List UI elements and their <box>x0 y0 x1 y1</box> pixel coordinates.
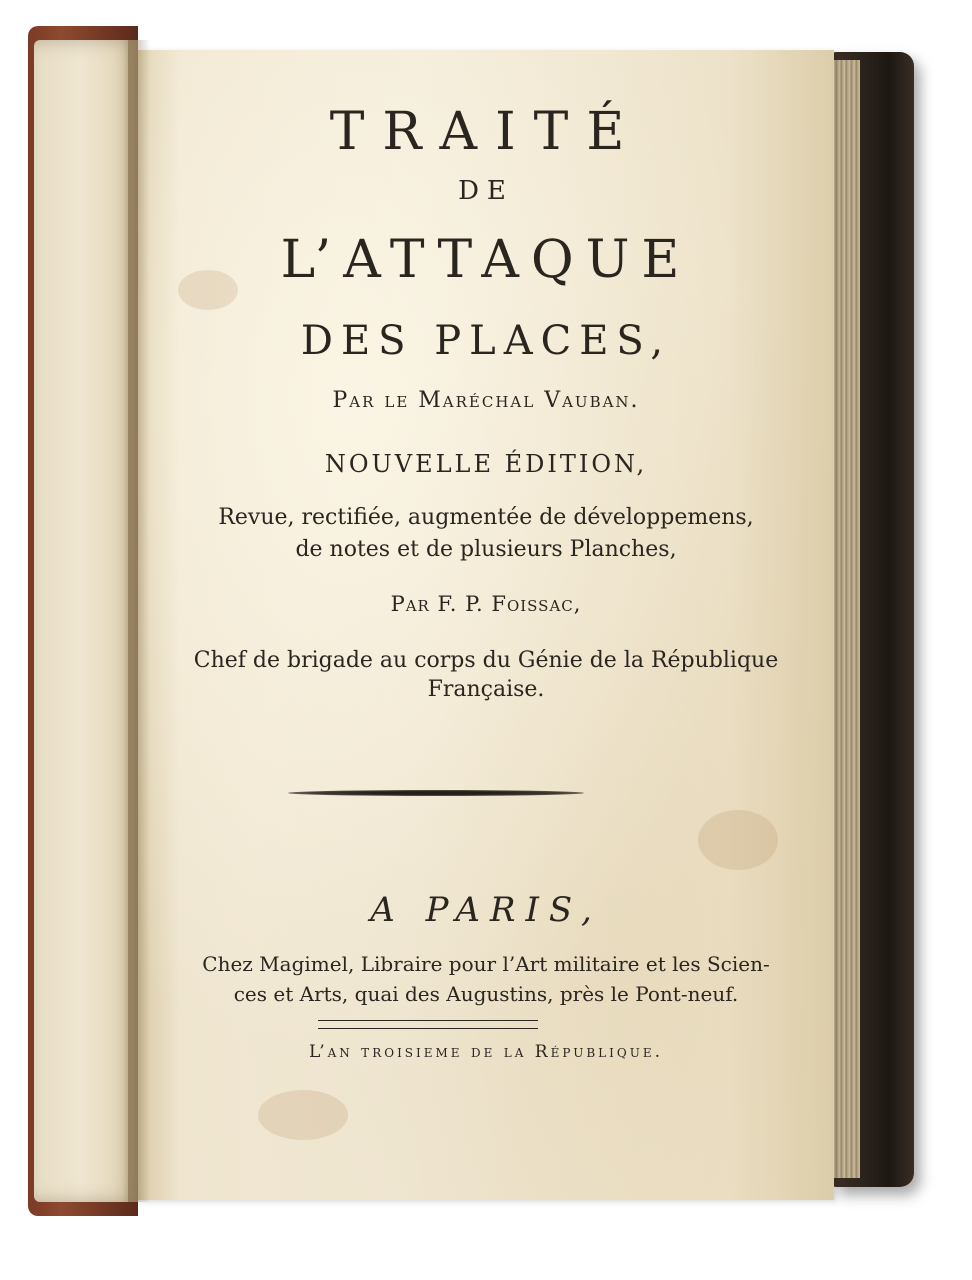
title-line-1: TRAITÉ <box>329 102 643 162</box>
title-line-3: L’ATTAQUE <box>280 230 692 290</box>
foxing-stain <box>258 1090 348 1140</box>
page-gutter <box>128 40 150 1202</box>
title-line-2: DE <box>458 176 514 206</box>
editor-title-line-2: Française. <box>427 677 545 702</box>
publisher-line-1: Chez Magimel, Libraire pour l’Art militaire et les Scien- <box>202 952 770 976</box>
double-rule <box>318 1020 538 1029</box>
ornamental-rule <box>288 790 584 796</box>
left-page <box>34 40 138 1202</box>
foxing-stain <box>698 810 778 870</box>
title-line-4: DES PLACES, <box>300 318 672 364</box>
publisher-line-2: ces et Arts, quai des Augustins, près le Pont-neuf. <box>233 982 739 1006</box>
place-line: A PARIS, <box>370 890 602 930</box>
author-line: Par le Maréchal Vauban. <box>332 388 640 413</box>
editor-line: Par F. P. Foissac, <box>390 592 582 616</box>
editor-title-line-1: Chef de brigade au corps du Génie de la République <box>193 648 779 673</box>
date-line: L’an troisieme de la République. <box>309 1042 663 1062</box>
title-page <box>138 50 834 1200</box>
edition-line: NOUVELLE ÉDITION, <box>324 450 648 478</box>
description-line-1: Revue, rectifiée, augmentée de développemens, <box>218 505 754 530</box>
description-line-2: de notes et de plusieurs Planches, <box>295 537 677 562</box>
